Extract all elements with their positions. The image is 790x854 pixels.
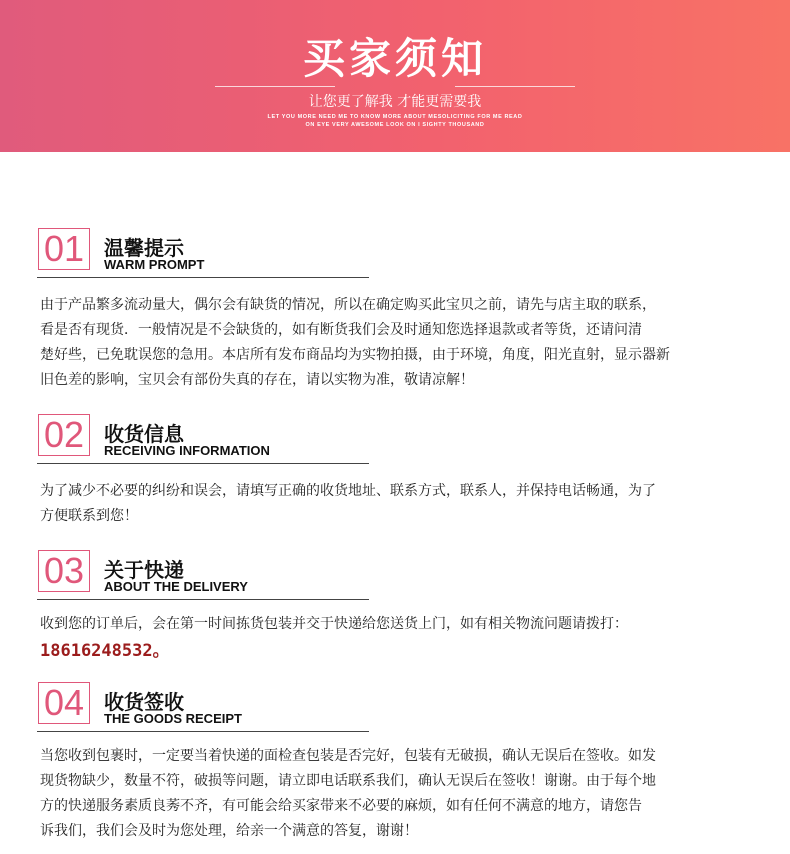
section-number: 02 (38, 414, 90, 456)
body-line: 现货物缺少，数量不符，破损等问题，请立即电话联系我们，确认无误后在签收！谢谢。由于每个地 (40, 773, 656, 789)
body-line: 诉我们，我们会及时为您处理，给亲一个满意的答复，谢谢！ (40, 823, 418, 839)
body-line: 楚好些，已免耽误您的急用。本店所有发布商品均为实物拍摄，由于环境，角度，阳光直射，显示器新 (40, 347, 670, 363)
banner-english-line-1: LET YOU MORE NEED ME TO KNOW MORE ABOUT MESOLICITING FOR ME READ (267, 114, 523, 120)
body-line: 方便联系到您！ (40, 508, 138, 524)
page-subtitle: 让您更了解我 才能更需要我 (308, 94, 482, 110)
section-title: 关于快递 (104, 558, 184, 582)
section-body (40, 744, 764, 844)
page-title: 买家须知 (302, 34, 487, 83)
section-body (40, 612, 764, 665)
section-header (0, 414, 790, 464)
section-subtitle: WARM PROMPT (104, 257, 205, 272)
section-number: 01 (38, 228, 90, 270)
hotline-phone-number: 18616248532。 (40, 641, 170, 661)
section-underline (37, 731, 369, 732)
section-header (0, 682, 790, 732)
body-line: 方的快递服务素质良莠不齐，有可能会给买家带来不必要的麻烦，如有任何不满意的地方，请您告 (40, 798, 642, 814)
section-body (40, 293, 764, 393)
title-divider-right (455, 86, 575, 87)
section-underline (37, 277, 369, 278)
section-title: 收货签收 (104, 690, 184, 714)
section-subtitle: THE GOODS RECEIPT (104, 711, 242, 726)
body-line: 由于产品繁多流动量大，偶尔会有缺货的情况，所以在确定购买此宝贝之前，请先与店主取的联系， (40, 297, 656, 313)
body-line: 看是否有现货．一般情况是不会缺货的，如有断货我们会及时通知您选择退款或者等货，还请问清 (40, 322, 642, 338)
header-banner (0, 0, 790, 152)
section-number: 03 (38, 550, 90, 592)
section-header (0, 228, 790, 278)
title-divider-left (215, 86, 335, 87)
section-subtitle: RECEIVING INFORMATION (104, 443, 270, 458)
section-title: 温馨提示 (104, 236, 184, 260)
body-line: 为了减少不必要的纠纷和误会，请填写正确的收货地址、联系方式，联系人，并保持电话畅通，为了 (40, 483, 656, 499)
section-title: 收货信息 (104, 422, 184, 446)
section-header (0, 550, 790, 600)
section-subtitle: ABOUT THE DELIVERY (104, 579, 248, 594)
section-underline (37, 463, 369, 464)
banner-english-line-2: ON EYE VERY AWESOME LOOK ON I SIGHTY THOUSAND (305, 122, 485, 128)
body-line: 旧色差的影响，宝贝会有部份失真的存在，请以实物为准，敬请凉解！ (40, 372, 474, 388)
body-line: 当您收到包裹时，一定要当着快递的面检查包装是否完好，包装有无破损，确认无误后在签收。如发 (40, 748, 656, 764)
section-body (40, 479, 764, 529)
section-number: 04 (38, 682, 90, 724)
body-line: 收到您的订单后，会在第一时间拣货包装并交于快递给您送货上门，如有相关物流问题请拨打： (40, 616, 628, 632)
section-underline (37, 599, 369, 600)
